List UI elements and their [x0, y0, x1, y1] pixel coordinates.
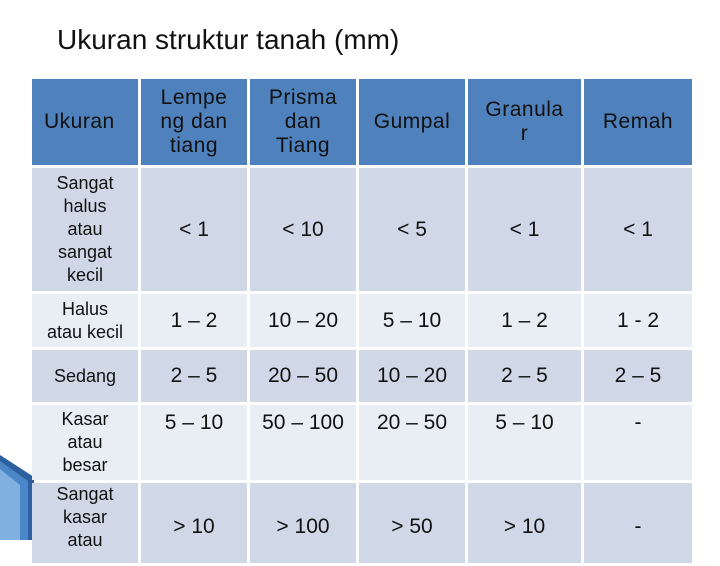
cell-text-line: Remah — [602, 110, 674, 133]
row-label — [32, 168, 138, 291]
table-cell: 20 – 50 — [250, 350, 356, 402]
table-cell: > 100 — [250, 483, 356, 563]
cell-text-line: Halus — [61, 298, 109, 319]
cell-text-line: Tiang — [275, 134, 331, 157]
row-label — [32, 294, 138, 347]
table-cell: < 5 — [359, 168, 465, 291]
table-row — [32, 168, 692, 291]
column-header — [359, 79, 465, 165]
cell-text-line: Lempe — [160, 86, 228, 109]
cell-text-line: Sedang — [53, 365, 117, 386]
column-header-ukuran — [32, 79, 138, 165]
table-row — [32, 483, 692, 563]
table-cell: 2 – 5 — [468, 350, 581, 402]
cell-text-line: dan — [284, 110, 322, 133]
table-cell: > 10 — [141, 483, 247, 563]
table-cell: > 50 — [359, 483, 465, 563]
cell-text-line: atau — [67, 432, 103, 452]
table-cell: 1 – 2 — [141, 294, 247, 347]
cell-text-line: Prisma — [268, 86, 338, 109]
table-cell: 50 – 100 — [250, 405, 356, 480]
cell-text-line: kasar — [62, 507, 107, 527]
row-label — [32, 350, 138, 402]
column-header — [468, 79, 581, 165]
cell-text-line: tiang — [169, 134, 219, 157]
table-cell: 5 – 10 — [468, 405, 581, 480]
table-cell: - — [584, 405, 692, 480]
row-label — [32, 483, 138, 563]
row-label — [32, 405, 138, 480]
cell-text-line: atau — [67, 530, 103, 550]
table-row — [32, 294, 692, 347]
cell-text-line: Gumpal — [373, 110, 451, 133]
table-cell: 10 – 20 — [250, 294, 356, 347]
cell-text-line: ng dan — [160, 110, 228, 133]
table-cell: < 10 — [250, 168, 356, 291]
table-cell: 1 - 2 — [584, 294, 692, 347]
cell-text-line: Kasar — [61, 409, 109, 429]
table-cell: 1 – 2 — [468, 294, 581, 347]
cell-text-line: kecil — [66, 265, 103, 285]
table-cell: 2 – 5 — [141, 350, 247, 402]
cell-text-line: sangat — [57, 242, 113, 262]
soil-structure-table — [29, 76, 695, 566]
cell-text-line: Ukuran — [44, 110, 115, 133]
cell-text-line: atau kecil — [46, 321, 124, 342]
table-cell: < 1 — [141, 168, 247, 291]
cell-text-line: r — [520, 122, 529, 145]
column-header — [250, 79, 356, 165]
column-header — [141, 79, 247, 165]
table-cell: > 10 — [468, 483, 581, 563]
cell-text-line: Sangat — [56, 173, 114, 193]
page-title: Ukuran struktur tanah (mm) — [57, 24, 400, 55]
header-row — [32, 79, 692, 165]
table-cell: < 1 — [584, 168, 692, 291]
cell-text-line: atau — [67, 219, 103, 239]
table-cell: 20 – 50 — [359, 405, 465, 480]
cell-text-line: halus — [63, 196, 107, 216]
table-row — [32, 350, 692, 402]
cell-text-line: besar — [62, 455, 108, 475]
cell-text-line: Sangat — [56, 484, 114, 504]
table-cell: 10 – 20 — [359, 350, 465, 402]
table-cell: - — [584, 483, 692, 563]
cell-text-line: Granula — [485, 98, 564, 121]
table-cell: 5 – 10 — [359, 294, 465, 347]
table-row — [32, 405, 692, 480]
table-cell: < 1 — [468, 168, 581, 291]
column-header — [584, 79, 692, 165]
table-cell: 5 – 10 — [141, 405, 247, 480]
table-cell: 2 – 5 — [584, 350, 692, 402]
